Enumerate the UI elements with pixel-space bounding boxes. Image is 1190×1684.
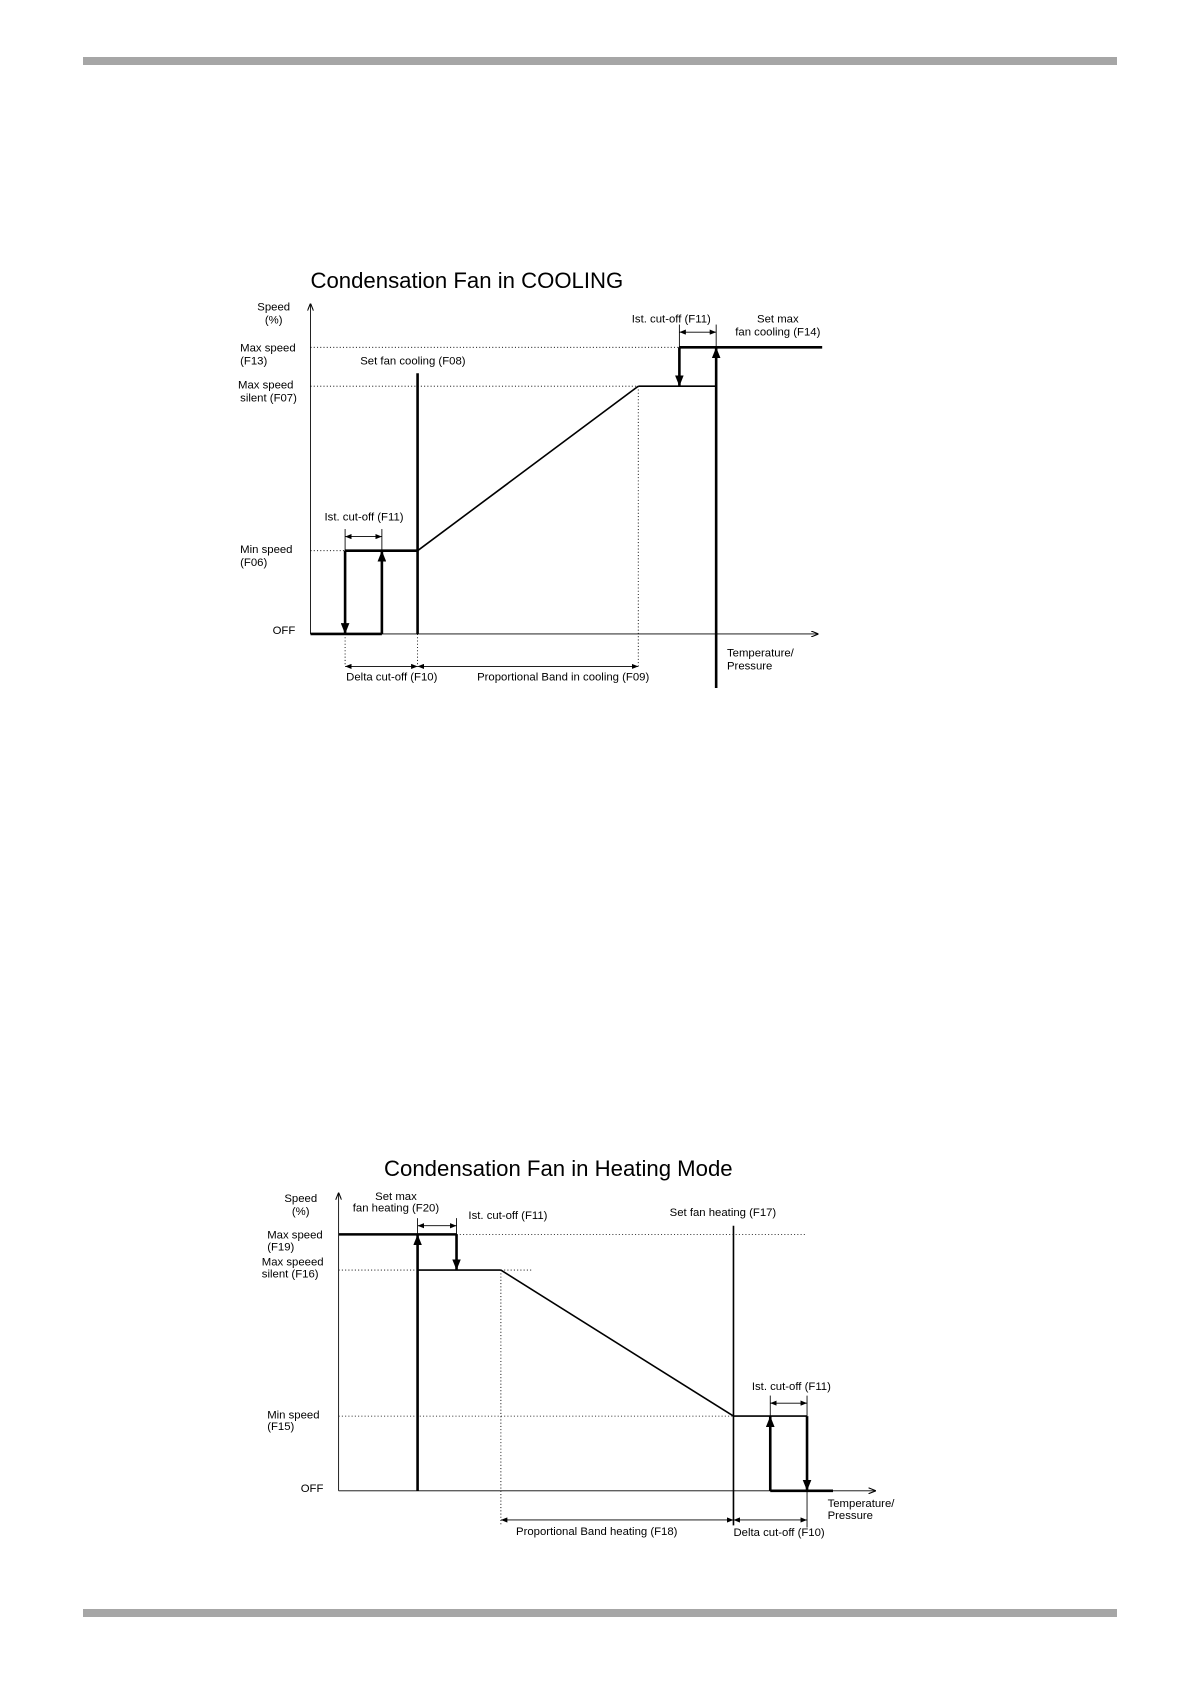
heating-min-speed-label-line1: Min speed: [267, 1409, 320, 1422]
cooling-min-speed-label-line1: Min speed: [240, 543, 293, 556]
cooling-hysteresis-high-label: Ist. cut-off (F11): [631, 313, 711, 326]
heating-set-max-fan-label-line1: Set max: [375, 1190, 417, 1203]
heating-y-axis-label-line2: (%): [291, 1205, 310, 1218]
cooling-set-fan-label: Set fan cooling (F08): [360, 355, 466, 368]
heating-proportional-ramp: [501, 1270, 734, 1416]
heating-y-axis-label-line1: Speed: [284, 1192, 318, 1205]
cooling-title: Condensation Fan in COOLING: [310, 267, 624, 293]
cooling-diagram: [238, 268, 822, 688]
heating-hysteresis-low-label: Ist. cut-off (F11): [751, 1381, 831, 1394]
cooling-max-speed-label-line1: Max speed: [240, 342, 296, 355]
heating-max-speed-label-line2: (F19): [267, 1241, 295, 1254]
heating-hysteresis-high-label: Ist. cut-off (F11): [468, 1210, 548, 1223]
heating-set-max-fan-label-line2: fan heating (F20): [352, 1202, 440, 1215]
heating-min-speed-label-line2: (F15): [267, 1421, 295, 1434]
heating-x-axis-label-line2: Pressure: [827, 1509, 873, 1522]
cooling-x-axis-label-line1: Temperature/: [726, 647, 794, 660]
heating-off-label: OFF: [300, 1482, 324, 1495]
cooling-min-speed-label-line2: (F06): [240, 556, 268, 569]
cooling-max-speed-silent-label-line1: Max speed: [238, 379, 294, 392]
cooling-proportional-band-label: Proportional Band in cooling (F09): [477, 671, 650, 684]
cooling-max-speed-silent-label-line2: silent (F07): [240, 392, 297, 405]
cooling-y-axis-label-line2: (%): [264, 314, 283, 327]
cooling-delta-cutoff-label: Delta cut-off (F10): [346, 671, 438, 684]
heating-proportional-band-label: Proportional Band heating (F18): [516, 1526, 678, 1539]
cooling-hysteresis-low-label: Ist. cut-off (F11): [324, 511, 404, 524]
cooling-proportional-ramp: [418, 386, 639, 550]
heating-max-speed-label-line1: Max speed: [267, 1229, 323, 1242]
cooling-set-max-fan-label-line1: Set max: [757, 313, 799, 326]
heating-max-speed-silent-label-line2: silent (F16): [261, 1268, 319, 1281]
heating-title: Condensation Fan in Heating Mode: [384, 1155, 733, 1181]
cooling-y-axis-label-line1: Speed: [257, 301, 291, 314]
heating-set-fan-label: Set fan heating (F17): [669, 1206, 777, 1219]
heating-x-axis-label-line1: Temperature/: [827, 1497, 895, 1510]
cooling-set-max-fan-label-line2: fan cooling (F14): [735, 326, 821, 339]
cooling-off-label: OFF: [272, 624, 296, 637]
cooling-x-axis-label-line2: Pressure: [726, 660, 773, 673]
cooling-max-speed-label-line2: (F13): [240, 355, 268, 368]
heating-max-speed-silent-label-line1: Max speeed: [261, 1256, 324, 1269]
heating-diagram: [262, 1156, 895, 1539]
heating-delta-cutoff-label: Delta cut-off (F10): [733, 1527, 825, 1540]
